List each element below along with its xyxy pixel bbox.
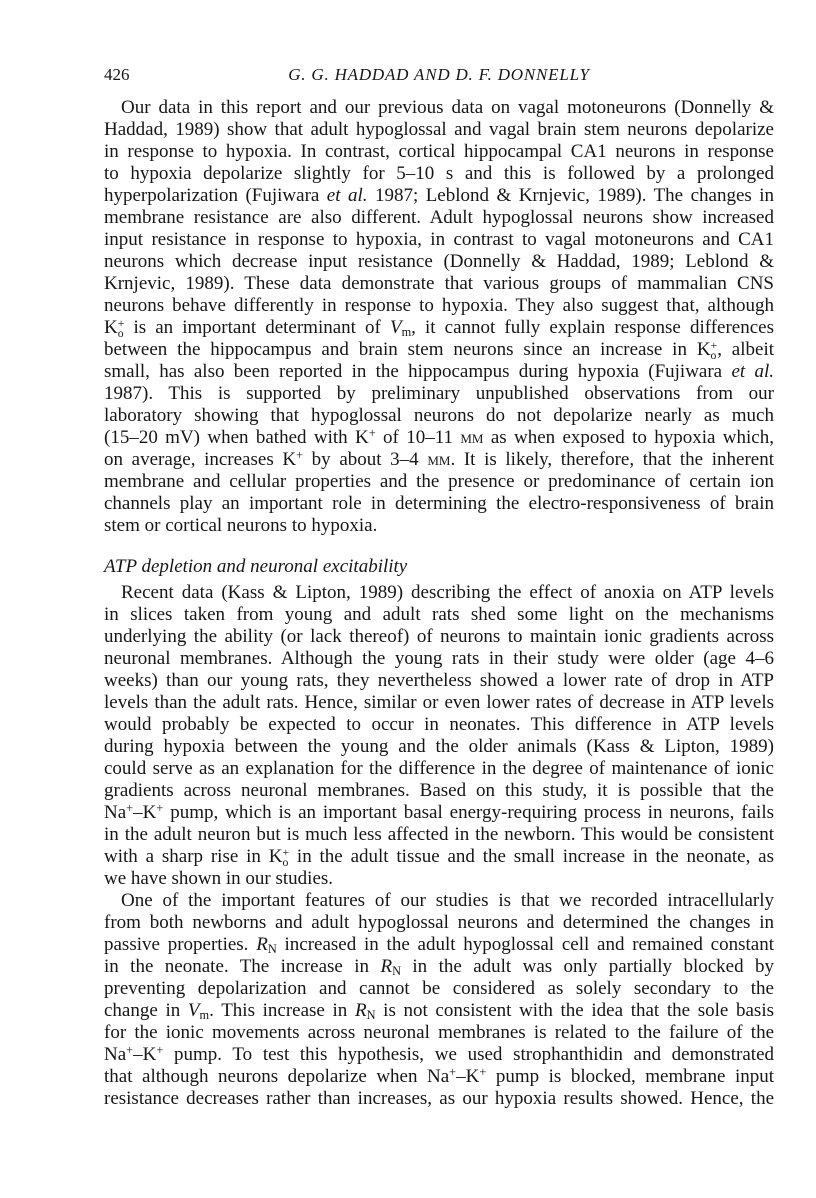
text-line	[104, 471, 774, 493]
subscript: o	[282, 855, 289, 869]
text-run: pump, which is an important basal energy-requiring process in neurons, fails	[163, 802, 774, 823]
text-run: passive properties.	[104, 934, 257, 955]
text-line	[104, 736, 774, 758]
text-line	[104, 515, 774, 537]
subscript: o	[117, 326, 124, 340]
text-run: –K	[133, 802, 157, 823]
superscript: +	[117, 316, 125, 330]
text-run: Na	[104, 1044, 127, 1065]
text-run: in the neonate. The increase in	[104, 956, 381, 977]
superscript: +	[296, 447, 304, 462]
superscript: +	[479, 1064, 487, 1079]
text-run: is an important determinant of	[124, 317, 390, 338]
text-run: with a sharp rise in K	[104, 846, 283, 867]
text-run: is not consistent with the idea that the sole basis	[375, 1000, 774, 1021]
text-run: input resistance in response to hypoxia, in contrast to vagal motoneurons and CA1	[104, 229, 774, 250]
superscript: +	[126, 800, 134, 815]
text-line	[104, 251, 774, 273]
text-line	[104, 339, 774, 361]
text-run: between the hippocampus and brain stem neurons since an increase in K	[104, 339, 711, 360]
text-line	[104, 582, 774, 604]
text-line	[104, 97, 774, 119]
text-run: neuronal membranes. Although the young rats in their study were older (age 4–6	[104, 648, 774, 669]
text-run: stem or cortical neurons to hypoxia.	[104, 515, 378, 536]
text-run: from both newborns and adult hypoglossal neurons and determined the changes in	[104, 912, 774, 933]
italic-text: R	[380, 956, 393, 977]
text-line	[104, 185, 774, 207]
text-line	[104, 868, 774, 890]
text-line	[104, 846, 774, 868]
text-line	[104, 493, 774, 515]
superscript: +	[156, 1042, 164, 1057]
subscript: N	[366, 1008, 376, 1023]
text-line	[104, 780, 774, 802]
text-line	[104, 934, 774, 956]
text-run: Na	[104, 802, 127, 823]
paragraph	[104, 582, 774, 890]
text-run: One of the important features of our studies is that we recorded intracellularly	[121, 890, 774, 911]
text-line	[104, 956, 774, 978]
small-caps-text: mm	[460, 427, 484, 448]
superscript: +	[368, 425, 376, 440]
text-line	[104, 229, 774, 251]
text-line	[104, 295, 774, 317]
running-header	[104, 64, 774, 86]
text-run: preventing depolarization and cannot be considered as solely secondary to the	[104, 978, 774, 999]
italic-text: V	[187, 1000, 200, 1021]
text-run: membrane and cellular properties and the presence or predominance of certain ion	[104, 471, 774, 492]
text-run: laboratory showing that hypoglossal neurons do not depolarize nearly as much	[104, 405, 774, 426]
italic-text: R	[256, 934, 268, 955]
text-line	[104, 648, 774, 670]
text-run: during hypoxia between the young and the older animals (Kass & Lipton, 1989)	[104, 736, 774, 757]
text-line	[104, 824, 774, 846]
small-caps-text: mm	[427, 449, 451, 470]
text-run: 1987). This is supported by preliminary unpublished observations from our	[104, 383, 774, 404]
text-line	[104, 163, 774, 185]
text-line	[104, 405, 774, 427]
text-run: in slices taken from young and adult rats shed some light on the mechanisms	[104, 604, 774, 625]
text-line	[104, 670, 774, 692]
italic-text: V	[389, 317, 402, 338]
text-run: –K	[133, 1044, 157, 1065]
text-line	[104, 383, 774, 405]
text-run: as when exposed to hypoxia which,	[483, 427, 774, 448]
text-line	[104, 604, 774, 626]
text-run: K	[104, 317, 118, 338]
text-run: Recent data (Kass & Lipton, 1989) describing the effect of anoxia on ATP levels	[121, 582, 774, 603]
text-run: . This increase in	[209, 1000, 355, 1021]
text-run: to hypoxia depolarize slightly for 5–10 s and this is followed by a prolonged	[104, 163, 774, 184]
text-run: could serve as an explanation for the difference in the degree of maintenance of ionic	[104, 758, 774, 779]
italic-text: et al.	[326, 185, 368, 206]
superscript: +	[156, 800, 164, 815]
text-run: Krnjevic, 1989). These data demonstrate that various groups of mammalian CNS	[104, 273, 774, 294]
text-run: weeks) than our young rats, they nevertheless showed a lower rate of drop in ATP	[104, 670, 774, 691]
text-line	[104, 714, 774, 736]
text-run: Haddad, 1989) show that adult hypoglossal and vagal brain stem neurons depolarize	[104, 119, 774, 140]
text-run: of 10–11	[375, 427, 461, 448]
text-line	[104, 1000, 774, 1022]
subscript: o	[710, 348, 717, 362]
text-run: pump. To test this hypothesis, we used strophanthidin and demonstrated	[163, 1044, 774, 1065]
text-run: underlying the ability (or lack thereof) of neurons to maintain ionic gradients across	[104, 626, 774, 647]
section-heading: ATP depletion and neuronal excitability	[104, 556, 408, 577]
running-head-authors: G. G. HADDAD AND D. F. DONNELLY	[288, 65, 590, 84]
subscript: N	[267, 942, 277, 957]
text-run: hyperpolarization (Fujiwara	[104, 185, 327, 206]
text-run: increased in the adult hypoglossal cell and remained constant	[276, 934, 775, 955]
text-run: , albeit	[717, 339, 775, 360]
subscript: m	[401, 325, 412, 340]
superscript: +	[282, 845, 290, 859]
text-line	[104, 626, 774, 648]
text-line	[104, 692, 774, 714]
text-run: (15–20 mV) when bathed with K	[104, 427, 369, 448]
text-line	[104, 449, 774, 471]
text-run: in response to hypoxia. In contrast, cortical hippocampal CA1 neurons in response	[104, 141, 774, 162]
text-line	[104, 207, 774, 229]
paragraph	[104, 890, 774, 1110]
text-run: gradients across neuronal membranes. Based on this study, it is possible that the	[104, 780, 774, 801]
text-line	[104, 758, 774, 780]
text-line	[104, 1044, 774, 1066]
text-run: on average, increases K	[104, 449, 297, 470]
text-line	[104, 427, 774, 449]
text-run: for the ionic movements across neuronal membranes is related to the failure of the	[104, 1022, 774, 1043]
text-line	[104, 912, 774, 934]
text-line	[104, 273, 774, 295]
text-line	[104, 1088, 774, 1110]
subscript: m	[199, 1008, 210, 1023]
italic-text: R	[354, 1000, 367, 1021]
page-number: 426	[104, 65, 130, 84]
text-line	[104, 119, 774, 141]
italic-text: et al.	[731, 361, 774, 382]
text-run: that although neurons depolarize when Na	[104, 1066, 450, 1087]
superscript: +	[710, 338, 718, 352]
text-run: neurons behave differently in response to hypoxia. They also suggest that, although	[104, 295, 774, 316]
text-run: in the adult was only partially blocked by	[401, 956, 775, 977]
text-run: –K	[456, 1066, 480, 1087]
text-run: we have shown in our studies.	[104, 868, 334, 889]
text-line	[104, 802, 774, 824]
text-run: neurons which decrease input resistance (Donnelly & Haddad, 1989; Leblond &	[104, 251, 774, 272]
text-line	[104, 141, 774, 163]
text-run: would probably be expected to occur in neonates. This difference in ATP levels	[104, 714, 774, 735]
text-run: in the adult tissue and the small increase in the neonate, as	[289, 846, 774, 867]
text-line	[104, 1066, 774, 1088]
text-line	[104, 890, 774, 912]
text-line	[104, 1022, 774, 1044]
text-run: . It is likely, therefore, that the inherent	[450, 449, 774, 470]
text-run: , it cannot fully explain response differences	[411, 317, 774, 338]
text-run: channels play an important role in determining the electro-responsiveness of brain	[104, 493, 774, 514]
text-run: change in	[104, 1000, 188, 1021]
text-run: resistance decreases rather than increases, as our hypoxia results showed. Hence, the	[104, 1088, 774, 1109]
text-run: by about 3–4	[303, 449, 428, 470]
text-run: in the adult neuron but is much less affected in the newborn. This would be consistent	[104, 824, 774, 845]
text-run: small, has also been reported in the hippocampus during hypoxia (Fujiwara	[104, 361, 732, 382]
subscript: N	[392, 964, 401, 979]
text-line	[104, 317, 774, 339]
text-run: Our data in this report and our previous data on vagal motoneurons (Donnelly &	[121, 97, 774, 118]
text-run: pump is blocked, membrane input	[486, 1066, 775, 1087]
text-run: membrane resistance are also different. Adult hypoglossal neurons show increased	[104, 207, 774, 228]
superscript: +	[449, 1064, 457, 1079]
text-run: 1987; Leblond & Krnjevic, 1989). The changes in	[367, 185, 775, 206]
body-text	[104, 97, 774, 1110]
superscript: +	[126, 1042, 134, 1057]
paragraph	[104, 97, 774, 537]
text-line	[104, 978, 774, 1000]
text-run: levels than the adult rats. Hence, similar or even lower rates of decrease in ATP levels	[104, 692, 774, 713]
text-line	[104, 361, 774, 383]
